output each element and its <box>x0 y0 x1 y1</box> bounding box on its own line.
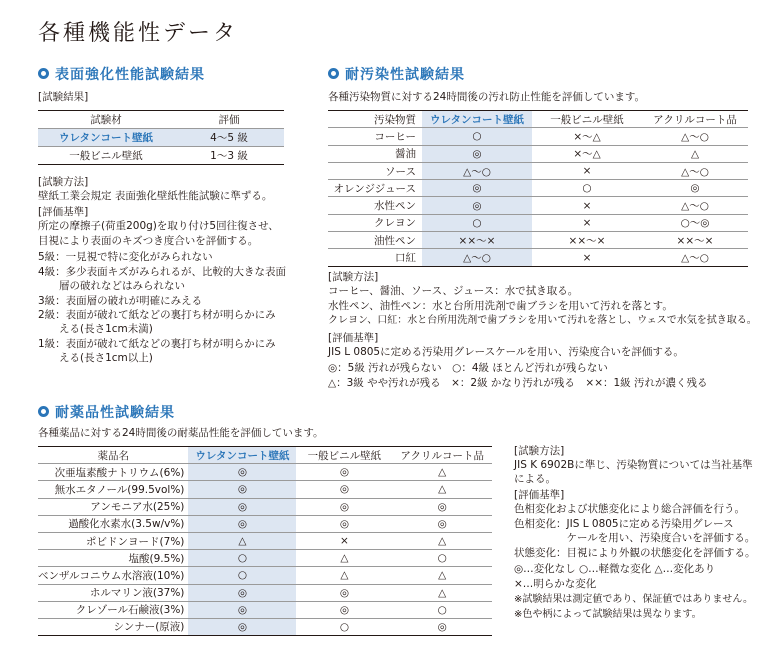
surface-note: 2級：表面が破れて紙などの裏打ち材が明らかにみ <box>38 309 276 321</box>
surface-note: 5級：一見視で特に変化がみられない <box>38 251 213 263</box>
circle-bullet-icon <box>38 406 49 417</box>
stain-note: クレヨン、口紅：水と台所用洗剤で歯ブラシを用いて汚れを落とし、ウェスで水気を拭き取る。 <box>328 315 757 326</box>
table-cell: ○ <box>392 601 492 618</box>
table-cell: 醤油 <box>328 145 422 162</box>
chemical-intro: 各種薬品に対する24時間後の耐薬品性能を評価しています。 <box>38 427 324 439</box>
table-cell: クレヨン <box>328 214 422 231</box>
surface-note: 3級：表面層の破れが明確にみえる <box>38 295 203 307</box>
stain-note: 水性ペン、油性ペン：水と台所用洗剤で歯ブラシを用いて汚れを落とす。 <box>328 300 673 312</box>
circle-bullet-icon <box>328 68 339 79</box>
table-cell: △ <box>188 532 296 549</box>
table-cell: アンモニア水(25%) <box>38 498 188 515</box>
table-cell: ◎ <box>188 618 296 635</box>
table-cell: ×～△ <box>532 128 642 145</box>
section-chemical-title <box>38 402 175 422</box>
table-cell: ◎ <box>188 481 296 498</box>
table-header: 評価 <box>174 111 284 129</box>
table-cell: ××～× <box>532 232 642 249</box>
chemical-note: [評価基準] <box>514 489 565 501</box>
table-cell: ◎ <box>296 515 392 532</box>
table-cell: △～○ <box>642 162 748 179</box>
table-cell: 油性ペン <box>328 232 422 249</box>
table-cell: ◎ <box>296 464 392 481</box>
table-cell: ソース <box>328 162 422 179</box>
stain-note: コーヒー、醤油、ソース、ジュース：水で拭き取る。 <box>328 285 579 297</box>
surface-note: 所定の摩擦子(荷重200g)を取り付け5回往復させ、 <box>38 220 279 232</box>
table-cell: ◎ <box>392 515 492 532</box>
table-cell: ◎ <box>422 180 532 197</box>
table-cell: ◎ <box>188 601 296 618</box>
table-cell: ◎ <box>437 620 447 633</box>
table-header-row <box>38 111 284 129</box>
table-row <box>328 162 748 179</box>
table-row <box>38 550 492 567</box>
table-row <box>38 567 492 584</box>
table-cell: ○ <box>188 567 296 584</box>
table-row <box>328 197 748 214</box>
chemical-note: 色相変化および状態変化により総合評価を行う。 <box>514 503 745 515</box>
stain-note: △：3級 やや汚れが残る ×：2級 かなり汚れが残る ××：1級 汚れが濃く残る <box>328 377 708 389</box>
section-surface-title <box>38 64 205 84</box>
chemical-note: ◎…変化なし ○…軽微な変化 △…変化あり <box>514 563 716 575</box>
table-cell: コーヒー <box>328 128 422 145</box>
table-cell: クレゾール石鹸液(3%) <box>38 601 188 618</box>
table-cell: ◎ <box>296 481 392 498</box>
table-cell: ◎ <box>296 498 392 515</box>
surface-note: える(長さ1cm以上) <box>38 352 153 364</box>
table-row <box>38 532 492 549</box>
table-header: ウレタンコート壁紙 <box>422 111 532 128</box>
table-cell: △～○ <box>422 162 532 179</box>
table-cell: ◎ <box>392 498 492 515</box>
surface-result-label: [試験結果] <box>38 91 89 103</box>
table-cell: 水性ペン <box>328 197 422 214</box>
table-cell: △ <box>392 584 492 601</box>
table-header-row <box>328 111 748 128</box>
chemical-note: 色相変化：JIS L 0805に定める汚染用グレース <box>514 518 734 530</box>
table-cell: ◎ <box>422 197 532 214</box>
surface-note: 層の破れなどはみられない <box>38 280 185 292</box>
surface-table <box>38 110 284 165</box>
table-cell: ◎ <box>642 180 748 197</box>
table-cell: 過酸化水素水(3.5w/v%) <box>38 515 188 532</box>
stain-table <box>328 110 748 267</box>
table-row <box>38 498 492 515</box>
table-row <box>38 601 492 618</box>
table-row <box>38 515 492 532</box>
table-cell: 口紅 <box>395 252 416 265</box>
table-cell: ◎ <box>188 515 296 532</box>
table-cell: × <box>582 251 592 264</box>
table-cell: △ <box>392 481 492 498</box>
surface-note: 壁紙工業会規定 表面強化壁紙性能試験に準ずる。 <box>38 190 273 202</box>
table-header: 一般ビニル壁紙 <box>532 111 642 128</box>
table-cell: △ <box>392 567 492 584</box>
table-cell: △ <box>392 532 492 549</box>
chemical-note: 状態変化：目視により外観の状態変化を評価する。 <box>514 547 756 559</box>
table-cell: △～○ <box>681 252 709 265</box>
table-cell: × <box>296 532 392 549</box>
table-row <box>38 464 492 481</box>
table-cell: ◎ <box>188 464 296 481</box>
table-row <box>328 232 748 249</box>
chemical-note: [試験方法] <box>514 445 565 457</box>
table-cell: ○ <box>422 214 532 231</box>
table-cell: 無水エタノール(99.5vol%) <box>38 481 188 498</box>
section-surface-title-text: 表面強化性能試験結果 <box>55 67 205 83</box>
table-row <box>328 145 748 162</box>
table-header: 一般ビニル壁紙 <box>296 447 392 464</box>
table-cell: △～○ <box>642 128 748 145</box>
table-row <box>38 618 492 635</box>
table-cell: ◎ <box>296 584 392 601</box>
table-cell: ◎ <box>296 601 392 618</box>
table-cell: ◎ <box>422 145 532 162</box>
table-header: アクリルコート品 <box>642 111 748 128</box>
table-cell: ○ <box>532 180 642 197</box>
chemical-note: ケールを用い、汚染度合いを評価する。 <box>514 532 756 544</box>
material-cell: 一般ビニル壁紙 <box>69 150 143 162</box>
section-chemical-title-text: 耐薬品性試験結果 <box>55 405 175 421</box>
section-stain-title-text: 耐汚染性試験結果 <box>345 67 465 83</box>
surface-note: 目視により表面のキズつき度合いを評価する。 <box>38 235 259 247</box>
table-row <box>328 214 748 231</box>
table-cell: ○～◎ <box>642 214 748 231</box>
table-cell: ○ <box>422 128 532 145</box>
chemical-note: ※試験結果は測定値であり、保証値ではありません。 <box>514 594 753 605</box>
table-cell: 塩酸(9.5%) <box>38 550 188 567</box>
table-row <box>38 147 284 165</box>
table-cell: × <box>532 197 642 214</box>
table-cell: × <box>532 162 642 179</box>
table-header: ウレタンコート壁紙 <box>188 447 296 464</box>
section-stain-title <box>328 64 465 84</box>
table-cell: △ <box>296 567 392 584</box>
surface-note: [評価基準] <box>38 206 89 218</box>
rating-cell: 1～3 級 <box>210 150 248 162</box>
stain-note: [評価基準] <box>328 332 379 344</box>
table-cell: ◎ <box>188 498 296 515</box>
table-cell: ○ <box>339 620 349 633</box>
table-row <box>38 584 492 601</box>
rating-cell: 4～5 級 <box>174 129 284 147</box>
table-header: 汚染物質 <box>328 111 422 128</box>
chemical-note: ×…明らかな変化 <box>514 578 597 590</box>
chemical-table <box>38 446 492 636</box>
table-cell: ホルマリン液(37%) <box>38 584 188 601</box>
table-cell: ○ <box>188 550 296 567</box>
table-row <box>38 129 284 147</box>
table-cell: ベンザルコニウム水溶液(10%) <box>38 567 188 584</box>
table-cell: シンナー(原液) <box>113 621 185 634</box>
table-cell: △～○ <box>642 197 748 214</box>
table-cell: ××～× <box>422 232 532 249</box>
table-header: 薬品名 <box>38 447 188 464</box>
stain-note: JIS L 0805に定める汚染用グレースケールを用い、汚染度合いを評価する。 <box>328 346 684 358</box>
table-row <box>328 180 748 197</box>
material-cell: ウレタンコート壁紙 <box>38 129 174 147</box>
table-header: 試験材 <box>38 111 174 129</box>
table-header-row <box>38 447 492 464</box>
table-cell: △ <box>642 145 748 162</box>
stain-note: [試験方法] <box>328 271 379 283</box>
table-cell: ×～△ <box>532 145 642 162</box>
surface-note: 4級：多少表面キズがみられるが、比較的大きな表面 <box>38 266 286 278</box>
table-header: アクリルコート品 <box>392 447 492 464</box>
chemical-note: JIS K 6902Bに準じ、汚染物質については当社基準 <box>514 459 753 471</box>
table-cell: オレンジジュース <box>328 180 422 197</box>
stain-note: ◎：5級 汚れが残らない ○：4級 ほとんど汚れが残らない <box>328 362 608 374</box>
table-cell: ○ <box>392 550 492 567</box>
table-row <box>38 481 492 498</box>
table-cell: × <box>532 214 642 231</box>
circle-bullet-icon <box>38 68 49 79</box>
table-cell: 次亜塩素酸ナトリウム(6%) <box>38 464 188 481</box>
table-cell: △～○ <box>422 249 532 266</box>
page-title: 各種機能性データ <box>38 21 239 46</box>
stain-intro: 各種汚染物質に対する24時間後の汚れ防止性能を評価しています。 <box>328 91 646 103</box>
surface-note: える(長さ1cm未満) <box>38 323 153 335</box>
chemical-note: による。 <box>514 473 556 485</box>
chemical-note: ※色や柄によって試験結果は異なります。 <box>514 609 702 620</box>
table-cell: △ <box>392 464 492 481</box>
surface-note: [試験方法] <box>38 176 89 188</box>
surface-note: 1級：表面が破れて紙などの裏打ち材が明らかにみ <box>38 338 276 350</box>
table-cell: △ <box>296 550 392 567</box>
table-row <box>328 128 748 145</box>
table-cell: ××～× <box>642 232 748 249</box>
table-row <box>328 249 748 266</box>
table-cell: ポビドンヨード(7%) <box>38 532 188 549</box>
table-cell: ◎ <box>188 584 296 601</box>
